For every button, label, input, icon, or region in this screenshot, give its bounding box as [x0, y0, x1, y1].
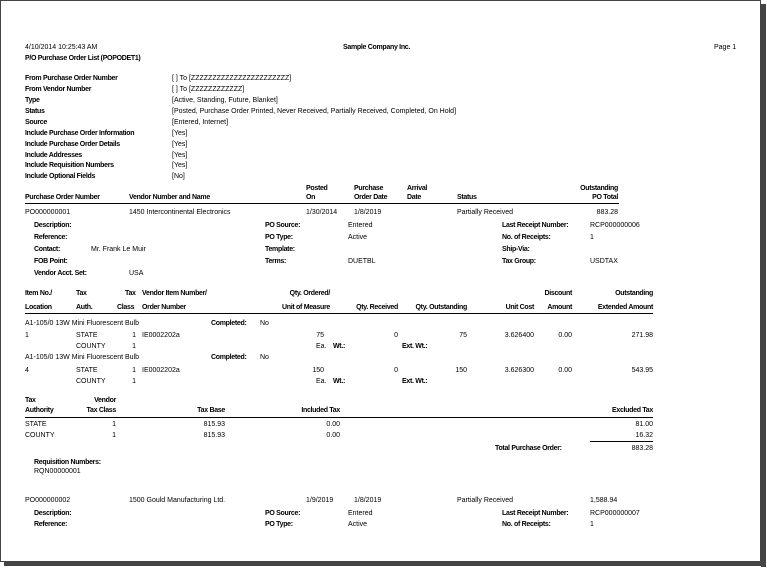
header-divider — [25, 203, 619, 204]
detail-class: 1 — [132, 367, 136, 374]
range-value: [Yes] — [172, 141, 188, 148]
po-source-label: PO Source: — [265, 510, 301, 517]
vendor-name: 1450 Intercontinental Electronics — [129, 209, 231, 216]
range-label: Type — [25, 97, 40, 104]
tax-class: 1 — [112, 421, 116, 428]
ext-weight-label: Ext. Wt.: — [402, 378, 428, 385]
po-type: Active — [348, 521, 368, 528]
range-label: Status — [25, 108, 45, 115]
vendor-acct-label: Vendor Acct. Set: — [34, 270, 87, 277]
range-label: From Purchase Order Number — [25, 75, 118, 82]
tax-header-tax-base: Tax Base — [197, 407, 225, 414]
tax-excluded: 81.00 — [635, 421, 653, 428]
terms-label: Terms: — [265, 258, 287, 265]
page-number: Page 1 — [714, 44, 737, 51]
po-source: Entered — [348, 222, 373, 229]
detail-header-vendor-item: Vendor Item Number/ — [142, 290, 207, 297]
completed-value: No — [260, 354, 269, 361]
range-value: [No] — [172, 173, 185, 180]
detail-class-2: 1 — [132, 343, 136, 350]
tax-header-authority: Authority — [25, 407, 54, 414]
detail-item: A1-105/0 13W Mini Fluorescent Bulb — [25, 320, 139, 327]
last-receipt-label: Last Receipt Number: — [502, 222, 569, 229]
tax-group: USDTAX — [590, 258, 618, 265]
detail-auth-2: COUNTY — [76, 343, 106, 350]
po-type-label: PO Type: — [265, 521, 293, 528]
tax-header-tax-class: Tax Class — [86, 407, 116, 414]
tax-class: 1 — [112, 432, 116, 439]
detail-unit-cost: 3.626400 — [504, 332, 534, 339]
detail-header-item: Item No./ — [25, 290, 52, 297]
col-header-po-date: Purchase — [354, 185, 384, 192]
po-source-label: PO Source: — [265, 222, 301, 229]
last-receipt: RCP000000006 — [590, 222, 640, 229]
tax-authority: COUNTY — [25, 432, 55, 439]
detail-qty-received: 0 — [394, 332, 398, 339]
description-label: Description: — [34, 222, 72, 229]
posted-date: 1/30/2014 — [306, 209, 338, 216]
po-source: Entered — [348, 510, 373, 517]
detail-uom: Ea. — [316, 343, 327, 350]
terms: DUETBL — [348, 258, 376, 265]
col-header-posted-on: On — [306, 194, 316, 201]
detail-header-discount-amount: Amount — [547, 304, 572, 311]
posted-date: 1/9/2019 — [306, 497, 334, 504]
detail-header-qty-ordered: Qty. Ordered/ — [289, 290, 330, 297]
requisition-number: RQN00000001 — [34, 468, 81, 475]
tax-included: 0.00 — [326, 421, 340, 428]
range-value: [Yes] — [172, 130, 188, 137]
detail-uom: Ea. — [316, 378, 327, 385]
tax-divider — [25, 417, 653, 418]
col-header-outstanding: Outstanding — [580, 185, 618, 192]
order-date: 1/8/2019 — [354, 497, 382, 504]
tax-excluded: 16.32 — [635, 432, 653, 439]
num-receipts: 1 — [590, 234, 594, 241]
range-label: From Vendor Number — [25, 86, 92, 93]
range-value: [Active, Standing, Future, Blanket] — [172, 97, 278, 104]
contact-label: Contact: — [34, 246, 60, 253]
last-receipt: RCP000000007 — [590, 510, 640, 517]
detail-header-class-2: Class — [117, 304, 135, 311]
status: Partially Received — [457, 497, 514, 504]
col-header-order-date: Order Date — [354, 194, 388, 201]
detail-header-qty-received: Qty. Received — [356, 304, 398, 311]
report-datetime: 4/10/2014 10:25:43 AM — [25, 44, 98, 51]
num-receipts-label: No. of Receipts: — [502, 234, 551, 241]
tax-header-included: Included Tax — [301, 407, 340, 414]
detail-extended: 543.95 — [631, 367, 653, 374]
range-label: Include Optional Fields — [25, 173, 96, 180]
po-type: Active — [348, 234, 368, 241]
po-number: PO000000001 — [25, 209, 71, 216]
detail-header-unit-cost: Unit Cost — [505, 304, 534, 311]
po-number: PO000000002 — [25, 497, 71, 504]
detail-extended: 271.98 — [631, 332, 653, 339]
total-divider — [590, 441, 653, 442]
page-shadow-bottom — [4, 561, 766, 566]
col-header-po-number: Purchase Order Number — [25, 194, 100, 201]
company-name: Sample Company Inc. — [343, 44, 411, 51]
range-value: [ ] To [ZZZZZZZZZZZZZZZZZZZZZZZ] — [172, 75, 292, 82]
ext-weight-label: Ext. Wt.: — [402, 343, 428, 350]
detail-qty-outstanding: 150 — [455, 367, 467, 374]
page-shadow-right — [761, 4, 766, 567]
detail-header-class: Tax — [125, 290, 136, 297]
detail-auth: STATE — [76, 332, 98, 339]
detail-unit-cost: 3.626300 — [504, 367, 534, 374]
col-header-posted: Posted — [306, 185, 328, 192]
detail-order-number: IE0002202a — [142, 367, 180, 374]
col-header-arrival: Arrival — [407, 185, 428, 192]
detail-qty-outstanding: 75 — [459, 332, 467, 339]
num-receipts: 1 — [590, 521, 594, 528]
status: Partially Received — [457, 209, 514, 216]
order-date: 1/8/2019 — [354, 209, 382, 216]
range-value: [Yes] — [172, 162, 188, 169]
detail-qty-received: 0 — [394, 367, 398, 374]
num-receipts-label: No. of Receipts: — [502, 521, 551, 528]
po-total: 883.28 — [596, 209, 618, 216]
completed-label: Completed: — [211, 354, 247, 361]
detail-location: 4 — [25, 367, 29, 374]
vendor-name: 1500 Gould Manufacturing Ltd. — [129, 497, 226, 504]
detail-discount: 0.00 — [558, 367, 572, 374]
detail-header-extended-amount: Extended Amount — [597, 304, 653, 311]
tax-base: 815.93 — [203, 432, 225, 439]
range-label: Include Addresses — [25, 152, 82, 159]
tax-header-vendor: Vendor — [94, 397, 116, 404]
range-value: [Yes] — [172, 152, 188, 159]
last-receipt-label: Last Receipt Number: — [502, 510, 569, 517]
weight-label: Wt.: — [333, 343, 346, 350]
tax-group-label: Tax Group: — [502, 258, 536, 265]
col-header-vendor: Vendor Number and Name — [129, 194, 210, 201]
detail-class: 1 — [132, 332, 136, 339]
total-po-value: 883.28 — [631, 445, 653, 452]
total-po-label: Total Purchase Order: — [495, 445, 562, 452]
completed-value: No — [260, 320, 269, 327]
range-label: Include Purchase Order Details — [25, 141, 120, 148]
tax-authority: STATE — [25, 421, 47, 428]
tax-header-tax: Tax — [25, 397, 36, 404]
description-label: Description: — [34, 510, 72, 517]
po-total: 1,588.94 — [590, 497, 618, 504]
requisition-label: Requisition Numbers: — [34, 459, 101, 466]
detail-divider — [25, 313, 653, 314]
detail-auth-2: COUNTY — [76, 378, 106, 385]
col-header-status: Status — [457, 194, 477, 201]
po-type-label: PO Type: — [265, 234, 293, 241]
fob-label: FOB Point: — [34, 258, 68, 265]
contact: Mr. Frank Le Muir — [91, 246, 146, 253]
range-value: [ ] To [ZZZZZZZZZZZZ] — [172, 86, 245, 93]
range-value: [Posted, Purchase Order Printed, Never Received, Partially Received, Completed, On Hold] — [172, 108, 457, 115]
detail-header-uom: Unit of Measure — [281, 304, 330, 311]
detail-qty-ordered: 150 — [312, 367, 324, 374]
detail-order-number: IE0002202a — [142, 332, 180, 339]
detail-location: 1 — [25, 332, 29, 339]
reference-label: Reference: — [34, 234, 68, 241]
detail-class-2: 1 — [132, 378, 136, 385]
template-label: Template: — [265, 246, 295, 253]
range-label: Include Purchase Order Information — [25, 130, 135, 137]
ship-via-label: Ship-Via: — [502, 246, 530, 253]
tax-base: 815.93 — [203, 421, 225, 428]
reference-label: Reference: — [34, 521, 68, 528]
detail-auth: STATE — [76, 367, 98, 374]
detail-header-outstanding: Outstanding — [615, 290, 653, 297]
detail-header-location: Location — [25, 304, 52, 311]
detail-item: A1-105/0 13W Mini Fluorescent Bulb — [25, 354, 139, 361]
vendor-acct: USA — [129, 270, 144, 277]
detail-header-auth: Auth. — [76, 304, 93, 311]
detail-qty-ordered: 75 — [316, 332, 324, 339]
range-label: Include Requisition Numbers — [25, 162, 114, 169]
detail-discount: 0.00 — [558, 332, 572, 339]
tax-header-excluded: Excluded Tax — [611, 407, 653, 414]
range-label: Source — [25, 119, 47, 126]
col-header-arrival-date: Date — [407, 194, 421, 201]
detail-header-discount: Discount — [544, 290, 572, 297]
completed-label: Completed: — [211, 320, 247, 327]
weight-label: Wt.: — [333, 378, 346, 385]
detail-header-qty-outstanding: Qty. Outstanding — [415, 304, 467, 311]
report-title: P/O Purchase Order List (POPODET1) — [25, 55, 141, 62]
detail-header-tax: Tax — [76, 290, 87, 297]
detail-header-order-number: Order Number — [142, 304, 186, 311]
tax-included: 0.00 — [326, 432, 340, 439]
range-value: [Entered, Internet] — [172, 119, 229, 126]
col-header-po-total: PO Total — [592, 194, 618, 201]
